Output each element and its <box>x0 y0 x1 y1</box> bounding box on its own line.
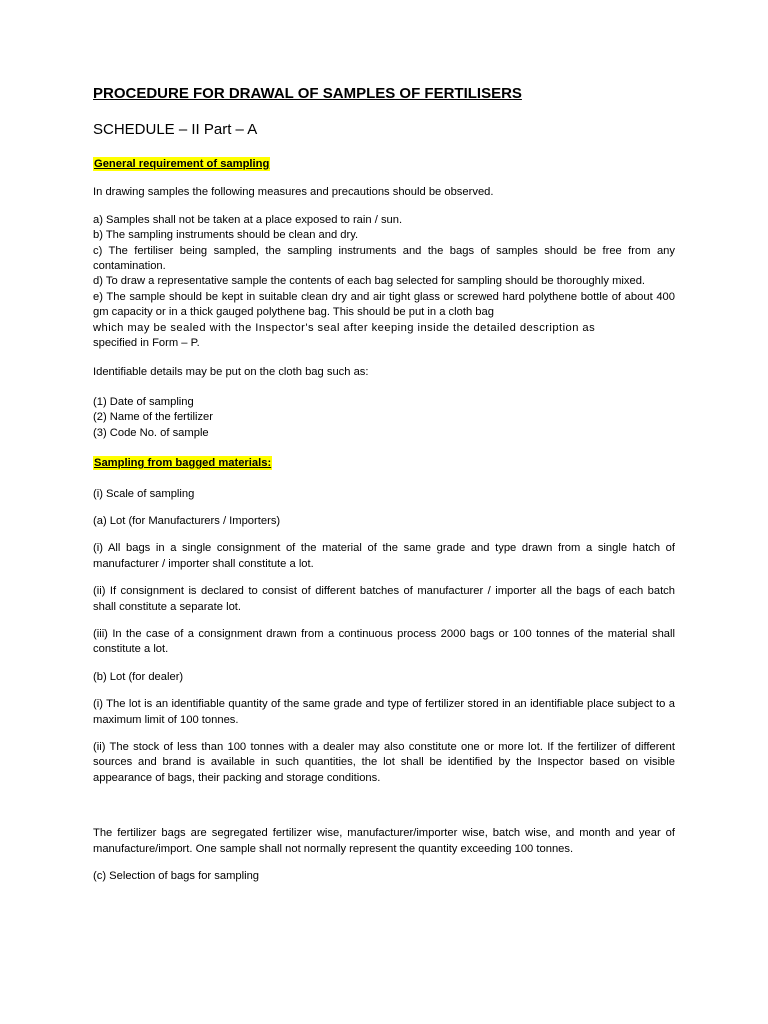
lot-item: (iii) In the case of a consignment drawn from a continuous process 2000 bags or 100 tonnes of the material shall constitute a lot. <box>93 627 675 656</box>
detail-item: (2) Name of the fertilizer <box>93 411 213 424</box>
lot-item: (ii) If consignment is declared to consist of different batches of manufacturer / importer all the bags of each batch shall constitute a separate lot. <box>93 585 675 613</box>
document-page <box>93 84 675 884</box>
precaution-item: a) Samples shall not be taken at a place exposed to rain / sun. <box>93 213 403 226</box>
document-title: PROCEDURE FOR DRAWAL OF SAMPLES OF FERTILISERS <box>93 85 522 102</box>
lot-item: (ii) The stock of less than 100 tonnes with a dealer may also constitute one or more lot. If the fertilizer of different sources and brand is available in such quantities, the lot shall be identified by the Inspector based on visible appearance of bags, their packing and storage conditions. <box>93 740 675 784</box>
general-requirement-heading: General requirement of sampling <box>94 158 270 170</box>
detail-item: (3) Code No. of sample <box>93 426 209 439</box>
selection-heading: (c) Selection of bags for sampling <box>93 870 260 882</box>
bagged-materials-heading: Sampling from bagged materials: <box>94 457 272 470</box>
precautions-list <box>93 213 675 352</box>
schedule-heading: SCHEDULE – II Part – A <box>93 121 258 138</box>
details-intro: Identifiable details may be put on the cloth bag such as: <box>93 366 369 379</box>
general-intro: In drawing samples the following measures and precautions should be observed. <box>93 186 494 199</box>
precaution-item: b) The sampling instruments should be clean and dry. <box>93 229 359 242</box>
segregation-paragraph: The fertilizer bags are segregated fertilizer wise, manufacturer/importer wise, batch wise, and month and year of manufacture/import. One sample shall not normally represent the quantity exceeding 100 tonnes. <box>93 827 675 855</box>
lot-manufacturers-heading: (a) Lot (for Manufacturers / Importers) <box>93 514 281 527</box>
details-list <box>93 395 675 441</box>
bagged-heading-row <box>93 456 675 471</box>
lot-item: (i) The lot is an identifiable quantity of the same grade and type of fertilizer stored in an identifiable place subject to a maximum limit of 100 tonnes. <box>93 698 675 726</box>
general-heading-row <box>93 157 675 172</box>
precaution-item: c) The fertiliser being sampled, the sampling instruments and the bags of samples should be free from any contamination. <box>93 244 675 273</box>
precaution-item-continuation: which may be sealed with the Inspector's seal after keeping inside the detailed description as <box>93 321 596 334</box>
precaution-item: d) To draw a representative sample the contents of each bag selected for sampling should be thoroughly mixed. <box>93 275 646 288</box>
precaution-item: e) The sample should be kept in suitable clean dry and air tight glass or screwed hard polythene bottle of about 400 gm capacity or in a thick gauged polythene bag. This should be put in a cloth bag <box>93 290 675 319</box>
scale-of-sampling: (i) Scale of sampling <box>93 487 195 500</box>
precaution-item-end: specified in Form – P. <box>93 337 200 350</box>
lot-item: (i) All bags in a single consignment of the material of the same grade and type drawn from a single hatch of manufacturer / importer shall constitute a lot. <box>93 542 675 570</box>
lot-dealer-heading: (b) Lot (for dealer) <box>93 670 184 683</box>
detail-item: (1) Date of sampling <box>93 395 194 408</box>
